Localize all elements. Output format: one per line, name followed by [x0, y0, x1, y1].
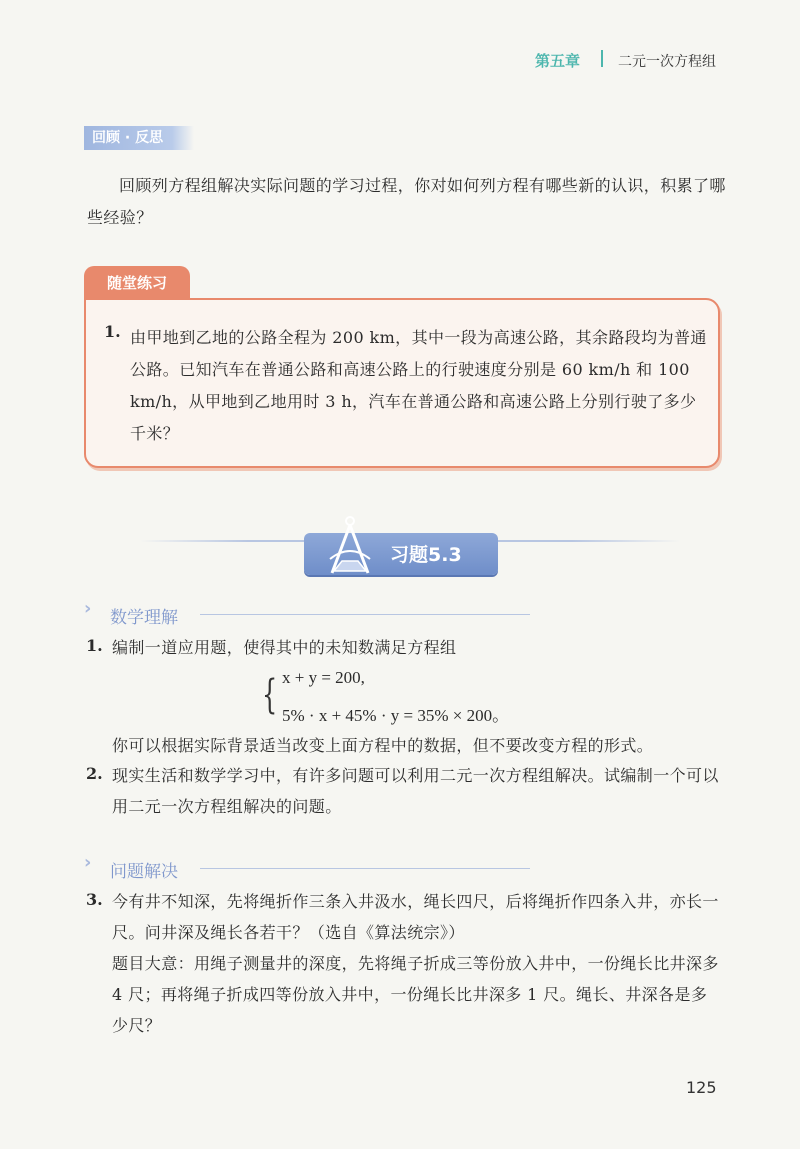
- practice-item-number: 1.: [104, 322, 121, 341]
- review-tag: 回顾 · 反思: [84, 126, 194, 150]
- compass-icon: [318, 513, 382, 583]
- chapter-title: 二元一次方程组: [618, 54, 716, 70]
- question-number: 2.: [86, 764, 103, 783]
- chevron-right-icon: ›: [84, 598, 92, 619]
- question-text: 现实生活和数学学习中，有许多问题可以利用二元一次方程组解决。试编制一个可以用二元一次方程组解决的问题。: [112, 766, 719, 816]
- equation-1: x + y = 200,: [282, 668, 365, 687]
- practice-item-text: 由甲地到乙地的公路全程为 200 km，其中一段为高速公路，其余路段均为普通公路。已知汽车在普通公路和高速公路上的行驶速度分别是 60 km/h 和 100 km/h，从甲地到乙地用时 3 h，汽车在普通公路和高速公路上分别行驶了多少千米？: [130, 328, 707, 443]
- question-explanation: 题目大意：用绳子测量井的深度，先将绳子折成三等份放入井中，一份绳长比井深多 4 尺；再将绳子折成四等份放入井中，一份绳长比井深多 1 尺。绳长、井深各是多少尺？: [112, 954, 719, 1035]
- header-divider: [601, 50, 603, 67]
- section-rule: [200, 614, 530, 615]
- equation-2: 5% · x + 45% · y = 35% × 200。: [282, 706, 510, 725]
- chevron-right-icon: ›: [84, 852, 92, 873]
- equation-brace: {: [262, 672, 278, 718]
- section-heading-understanding: 数学理解: [110, 608, 178, 628]
- question-number: 3.: [86, 890, 103, 909]
- practice-tag: 随堂练习: [84, 266, 190, 300]
- page-number: 125: [686, 1078, 717, 1097]
- question-number: 1.: [86, 636, 103, 655]
- section-rule: [200, 868, 530, 869]
- review-text: 回顾列方程组解决实际问题的学习过程，你对如何列方程有哪些新的认识，积累了哪些经验？: [87, 176, 726, 227]
- question-text: 今有井不知深，先将绳折作三条入井汲水，绳长四尺，后将绳折作四条入井，亦长一尺。问井深及绳长各若干？（选自《算法统宗》）: [112, 892, 719, 942]
- chapter-label: 第五章: [535, 52, 581, 70]
- question-note: 你可以根据实际背景适当改变上面方程中的数据，但不要改变方程的形式。: [112, 736, 654, 755]
- question-text: 编制一道应用题，使得其中的未知数满足方程组: [112, 638, 457, 657]
- exercise-title: 习题5.3: [390, 544, 462, 566]
- section-heading-problem-solving: 问题解决: [110, 862, 178, 882]
